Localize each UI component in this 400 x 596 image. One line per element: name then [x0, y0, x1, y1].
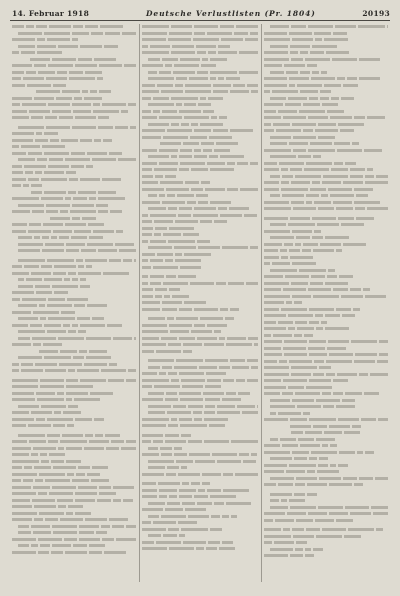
- header-rule: [10, 20, 390, 21]
- header-title: Deutsche Verlustlisten (Pr. 1804): [146, 9, 316, 18]
- column-1: [12, 25, 136, 584]
- header-date: 14. Februar 1918: [12, 9, 90, 18]
- header-page-number: 20193: [362, 9, 390, 18]
- column-3: [264, 25, 388, 584]
- column-divider-1: [139, 24, 140, 582]
- column-divider-2: [261, 24, 262, 582]
- column-2: [142, 25, 258, 584]
- page-header: [12, 7, 390, 21]
